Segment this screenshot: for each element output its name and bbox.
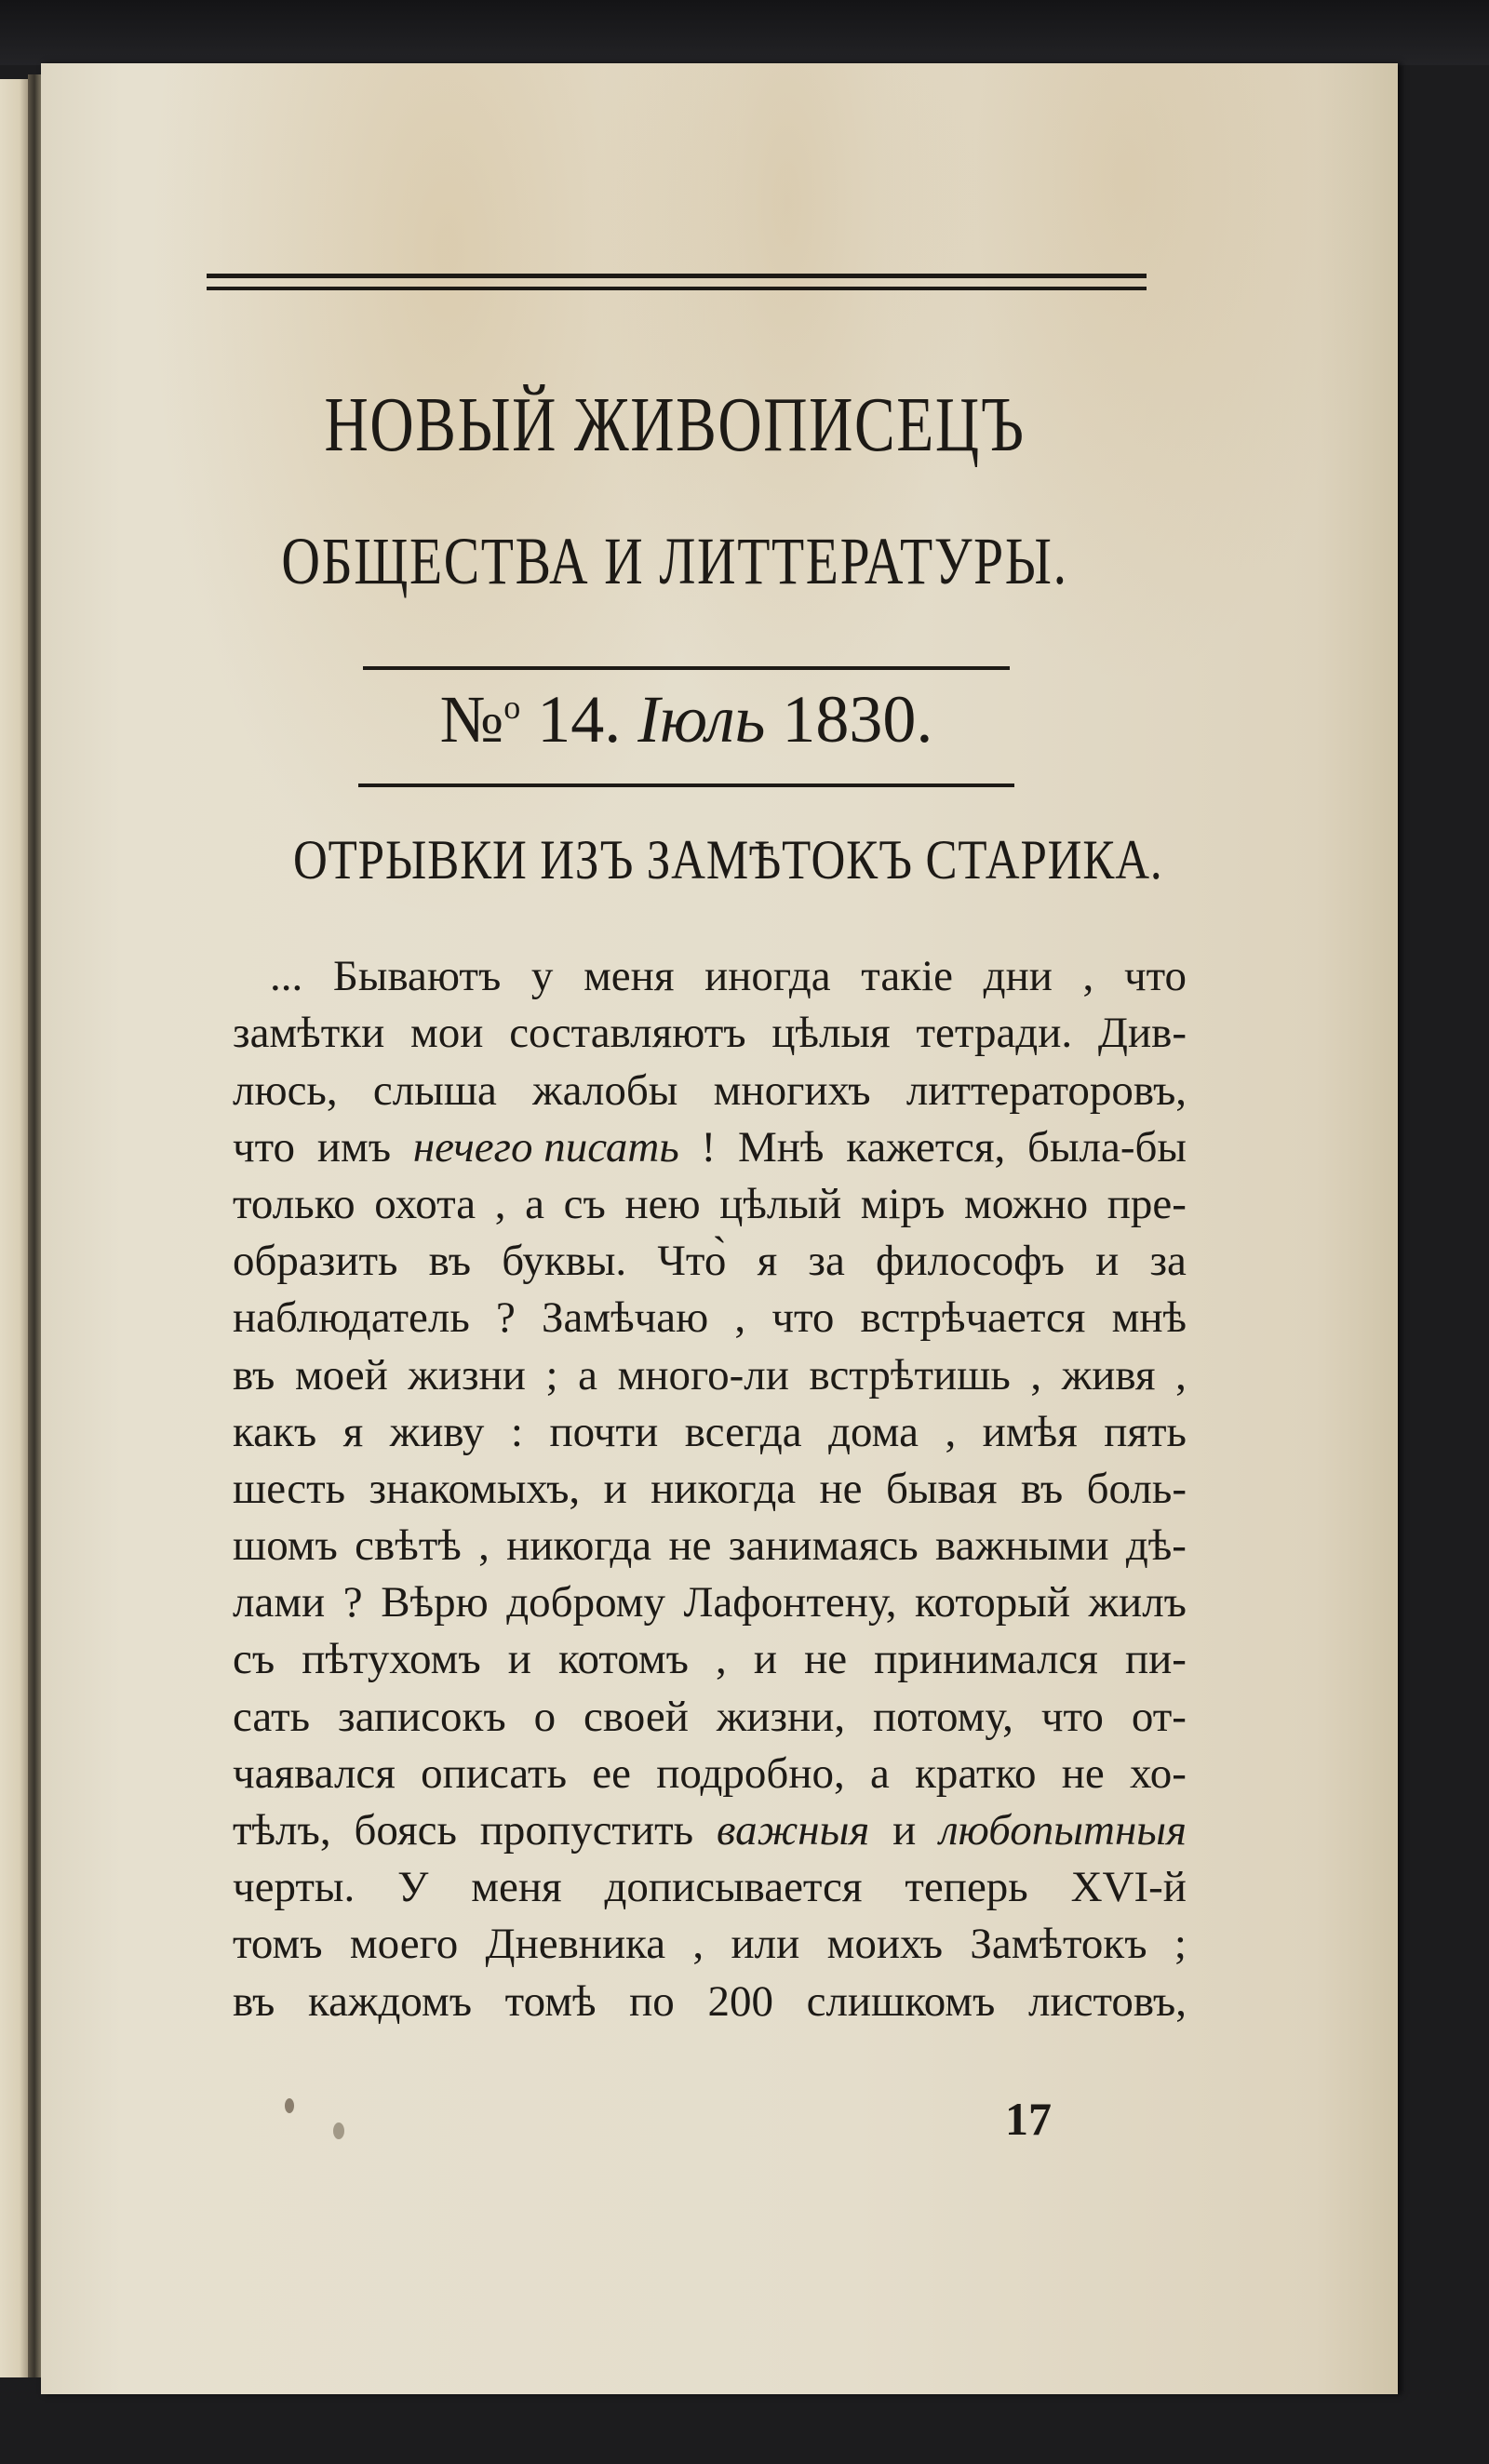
body-line <box>233 1454 1187 1511</box>
body-word: замѣтки <box>233 1009 385 1058</box>
body-word: жизни, <box>716 1692 846 1741</box>
body-line <box>233 1511 1187 1571</box>
body-word: никогда <box>506 1521 652 1571</box>
body-word: цѣлый <box>719 1179 842 1228</box>
body-word: дома <box>828 1407 919 1456</box>
body-word: что <box>771 1293 835 1343</box>
body-word: образить <box>233 1237 398 1286</box>
body-word: никогда <box>651 1464 797 1513</box>
page-number: 17 <box>1005 2093 1052 2145</box>
body-word: меня <box>584 952 675 1001</box>
body-line <box>233 1625 1187 1684</box>
body-word: всегда <box>684 1407 802 1456</box>
body-word: съ <box>233 1635 275 1684</box>
body-word: Мнѣ <box>737 1122 825 1172</box>
body-word: а <box>578 1350 598 1399</box>
body-word: буквы. <box>502 1237 627 1286</box>
body-word: знакомыхъ, <box>369 1464 581 1513</box>
body-word: лами <box>233 1578 326 1627</box>
body-word: , <box>1175 1350 1187 1399</box>
body-line <box>233 1739 1187 1796</box>
body-word: о <box>533 1692 557 1741</box>
issue-rule-bottom <box>358 783 1014 787</box>
body-line <box>233 1966 1187 2026</box>
body-word: съ <box>563 1179 606 1228</box>
body-word: многихъ <box>713 1065 871 1115</box>
body-word: и <box>603 1464 627 1513</box>
body-word: кратко <box>915 1748 1037 1798</box>
body-word: своей <box>584 1692 689 1741</box>
body-word: томъ <box>233 1920 323 1969</box>
body-word: У <box>397 1863 429 1912</box>
body-word: дѣ- <box>1125 1521 1187 1571</box>
body-emphasis: любопытныя <box>939 1806 1187 1855</box>
body-line <box>233 1226 1187 1286</box>
body-line <box>233 1853 1187 1912</box>
body-line <box>233 1796 1187 1853</box>
body-word: , <box>1082 952 1094 1001</box>
body-word: XVI-й <box>1070 1863 1187 1912</box>
body-word: такіе <box>861 952 953 1001</box>
body-word: не <box>804 1635 848 1684</box>
body-word: можно <box>963 1179 1089 1228</box>
body-word: 200 <box>707 1976 773 2026</box>
body-word: жизни <box>408 1350 526 1399</box>
body-word: Замѣтокъ <box>970 1920 1147 1969</box>
book-page <box>41 63 1398 2394</box>
body-word: моихъ <box>826 1920 944 1969</box>
body-word: занимаясь <box>728 1521 919 1571</box>
body-emphasis: важныя <box>716 1806 870 1855</box>
body-word: ; <box>545 1350 558 1399</box>
masthead-title-line2: ОБЩЕСТВА И ЛИТТЕРАТУРЫ. <box>281 524 1068 598</box>
body-word: томѣ <box>504 1976 597 2026</box>
masthead-title-line1: НОВЫЙ ЖИВОПИСЕЦЪ <box>324 382 1026 468</box>
scanner-background <box>0 0 1489 65</box>
body-word: моей <box>294 1350 388 1399</box>
body-word: нею <box>624 1179 701 1228</box>
body-word: Дневника <box>485 1920 666 1969</box>
body-word: принимался <box>874 1635 1098 1684</box>
body-word: , <box>945 1407 957 1456</box>
body-word: от- <box>1131 1692 1187 1741</box>
issue-number-sign: № <box>439 682 504 757</box>
body-word: описать <box>421 1748 567 1798</box>
body-word: цѣлыя <box>771 1009 891 1058</box>
body-line <box>233 1568 1187 1625</box>
body-word: меня <box>471 1863 562 1912</box>
body-word: ее <box>592 1748 631 1798</box>
body-word: : <box>510 1407 523 1456</box>
body-word: ... <box>270 952 303 1001</box>
body-word: за <box>808 1237 845 1286</box>
body-word: наблюдатель <box>233 1293 470 1343</box>
body-word: кажется, <box>846 1122 1006 1172</box>
body-word: а <box>869 1748 890 1798</box>
body-word: была-бы <box>1027 1122 1187 1172</box>
body-word: листовъ, <box>1028 1976 1187 2026</box>
body-word: люсь, <box>233 1065 338 1115</box>
body-word: почти <box>549 1407 659 1456</box>
body-word: жалобы <box>532 1065 678 1115</box>
body-word: у <box>530 952 554 1001</box>
body-word: въ <box>233 1350 275 1399</box>
body-word: боль- <box>1086 1464 1187 1513</box>
body-word: не <box>668 1521 712 1571</box>
issue-month: Іюль <box>637 682 766 757</box>
body-word: Замѣчаю <box>541 1293 709 1343</box>
body-word: ; <box>1174 1920 1187 1969</box>
article-heading: ОТРЫВКИ ИЗЪ ЗАМѢТОКЪ СТАРИКА. <box>293 829 1163 891</box>
body-word: моего <box>349 1920 459 1969</box>
body-word: только <box>233 1179 355 1228</box>
body-word: доброму <box>506 1578 665 1627</box>
body-line <box>233 1340 1187 1397</box>
ink-spot <box>285 2098 294 2113</box>
body-word: потому, <box>873 1692 1013 1741</box>
body-word: шомъ <box>233 1521 338 1571</box>
body-word: дописывается <box>604 1863 863 1912</box>
body-word: въ <box>233 1976 275 2026</box>
body-word: Бываютъ <box>332 952 502 1001</box>
body-word: , <box>494 1179 506 1228</box>
body-word: встрѣтишь <box>809 1350 1011 1399</box>
body-emphasis: нечего писать <box>412 1122 679 1172</box>
body-word: ! <box>701 1122 717 1172</box>
body-word: слыша <box>372 1065 497 1115</box>
body-word: дни <box>983 952 1053 1001</box>
body-word: каждомъ <box>307 1976 473 2026</box>
body-word: котомъ <box>558 1635 689 1684</box>
body-line <box>233 1055 1187 1115</box>
body-word: сать <box>233 1692 311 1741</box>
body-word: имъ <box>316 1122 392 1172</box>
body-word: я <box>757 1237 778 1286</box>
body-word: встрѣчается <box>860 1293 1086 1343</box>
body-word: , <box>692 1920 704 1969</box>
body-word: я <box>342 1407 364 1456</box>
body-word: теперь <box>905 1863 1028 1912</box>
body-word: иногда <box>704 952 831 1001</box>
body-word: по <box>629 1976 675 2026</box>
body-word: какъ <box>233 1407 317 1456</box>
body-word: Лафонтену, <box>683 1578 897 1627</box>
body-word: литтераторовъ, <box>905 1065 1187 1115</box>
body-word: , <box>716 1635 727 1684</box>
body-word: тетради. <box>916 1009 1073 1058</box>
body-word: важными <box>935 1521 1109 1571</box>
ink-spot <box>333 2123 344 2139</box>
body-word: который <box>915 1578 1071 1627</box>
body-word: пѣтухомъ <box>302 1635 481 1684</box>
body-word: , <box>478 1521 490 1571</box>
body-line <box>233 998 1187 1058</box>
body-line <box>233 1283 1187 1343</box>
body-line <box>233 1681 1187 1741</box>
body-word: что <box>233 1122 296 1172</box>
body-word: Что̀ <box>657 1237 727 1286</box>
issue-number: 14. <box>537 682 622 757</box>
body-word: составляютъ <box>509 1009 746 1058</box>
book-gutter <box>28 74 41 2377</box>
issue-year: 1830. <box>782 682 933 757</box>
article-body <box>233 942 1187 2024</box>
body-word: ? <box>342 1578 363 1627</box>
body-word: философъ <box>876 1237 1065 1286</box>
body-word: мнѣ <box>1111 1293 1187 1343</box>
body-word: подробно, <box>656 1748 845 1798</box>
body-word: міръ <box>860 1179 946 1228</box>
body-word: хо- <box>1130 1748 1187 1798</box>
body-word: и <box>753 1635 777 1684</box>
body-word: за <box>1149 1237 1187 1286</box>
body-word: слишкомъ <box>806 1976 996 2026</box>
body-line <box>233 1398 1187 1454</box>
body-line <box>233 942 1187 1001</box>
issue-rule-top <box>363 666 1010 670</box>
body-word: много-ли <box>617 1350 789 1399</box>
issue-line: №$^o$ 14. Іюль 1830. <box>439 682 933 757</box>
top-double-rule-lower <box>207 287 1147 290</box>
body-word: чаявался <box>233 1748 396 1798</box>
body-word: , <box>1030 1350 1042 1399</box>
body-word: а <box>525 1179 545 1228</box>
body-word: Див- <box>1097 1009 1187 1058</box>
body-word: пропустить <box>479 1806 694 1855</box>
body-line <box>233 1113 1187 1170</box>
body-word: что <box>1040 1692 1104 1741</box>
body-word: и <box>507 1635 531 1684</box>
body-word: записокъ <box>338 1692 506 1741</box>
body-word: живу <box>389 1407 485 1456</box>
body-word: тѣлъ, <box>233 1806 331 1855</box>
body-line <box>233 1170 1187 1226</box>
body-word: что <box>1123 952 1187 1001</box>
body-word: не <box>1061 1748 1105 1798</box>
body-word: ? <box>495 1293 516 1343</box>
body-word: Вѣрю <box>381 1578 489 1627</box>
body-word: пре- <box>1107 1179 1187 1228</box>
body-word: боясь <box>354 1806 457 1855</box>
body-word: шесть <box>233 1464 346 1513</box>
top-double-rule-upper <box>207 274 1147 278</box>
body-word: черты. <box>233 1863 355 1912</box>
body-line <box>233 1909 1187 1969</box>
body-word: или <box>731 1920 800 1969</box>
body-word: , <box>734 1293 746 1343</box>
body-word: и <box>892 1806 917 1855</box>
body-word: въ <box>1020 1464 1064 1513</box>
body-word: пи- <box>1124 1635 1187 1684</box>
body-word: охота <box>374 1179 476 1228</box>
facing-page-edge <box>0 79 28 2377</box>
body-word: пять <box>1104 1407 1187 1456</box>
body-word: имѣя <box>982 1407 1078 1456</box>
body-word: живя <box>1061 1350 1156 1399</box>
body-word: бывая <box>885 1464 998 1513</box>
body-word: свѣтѣ <box>355 1521 462 1571</box>
body-word: не <box>819 1464 863 1513</box>
body-word: жилъ <box>1088 1578 1187 1627</box>
body-word: и <box>1095 1237 1120 1286</box>
body-word: мои <box>410 1009 484 1058</box>
body-word: въ <box>428 1237 471 1286</box>
